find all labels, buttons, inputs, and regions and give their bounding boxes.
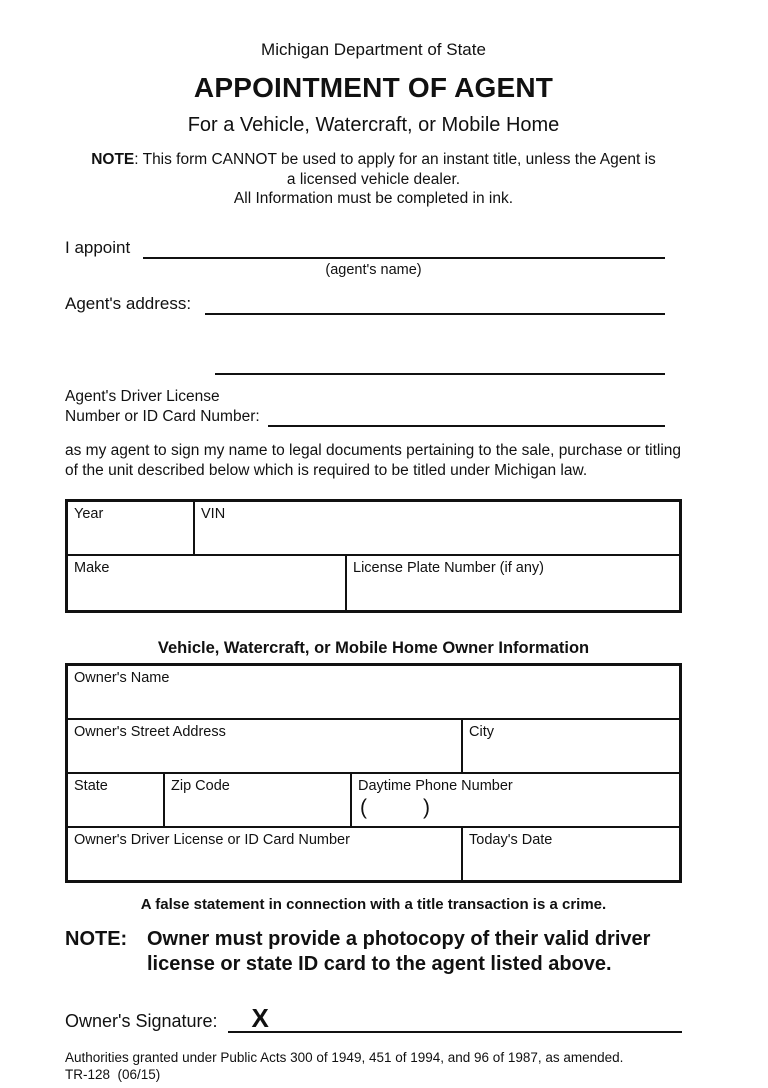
appoint-row	[65, 237, 682, 259]
owner-table-row-2	[68, 718, 679, 772]
owner-name-cell[interactable]	[68, 666, 679, 718]
owner-phone-cell[interactable]	[350, 774, 679, 826]
photocopy-note-label: NOTE:	[65, 927, 128, 950]
year-label: Year	[74, 505, 104, 522]
agent-dl-row	[65, 387, 682, 427]
agent-address-label: Agent's address:	[65, 293, 192, 313]
vehicle-table-row-2	[68, 554, 679, 610]
owner-table-row-4	[68, 826, 679, 880]
owner-state-cell[interactable]	[68, 774, 163, 826]
header-note-bold: NOTE	[91, 151, 135, 168]
false-statement-notice: A false statement in connection with a title transaction is a crime.	[140, 895, 607, 913]
agent-address-line-1[interactable]	[205, 293, 665, 315]
owner-name-label: Owner's Name	[74, 669, 170, 686]
todays-date-label: Today's Date	[469, 831, 553, 848]
signature-x-mark: X	[251, 1002, 269, 1033]
owner-table	[65, 663, 682, 883]
paren-open: (	[360, 795, 367, 819]
owner-state-label: State	[74, 777, 108, 794]
vehicle-table	[65, 499, 682, 613]
owner-phone-label: Daytime Phone Number	[358, 777, 513, 794]
make-label: Make	[74, 559, 110, 576]
form-footer	[65, 1049, 682, 1083]
header-note-line2: a licensed vehicle dealer.	[286, 170, 461, 188]
agent-name-line[interactable]	[143, 237, 665, 259]
photocopy-note	[65, 927, 682, 977]
owner-street-label: Owner's Street Address	[74, 723, 226, 740]
header-note-line1-rest: : This form CANNOT be used to apply for an instant title, unless the Agent is	[134, 151, 656, 168]
authorities-text: Authorities granted under Public Acts 300 of 1949, 451 of 1994, and 96 of 1987, as amended.	[65, 1049, 624, 1065]
header-note	[65, 150, 682, 209]
owner-dl-label: Owner's Driver License or ID Card Number	[74, 831, 350, 848]
agent-name-caption: (agent's name)	[325, 261, 422, 278]
vin-label: VIN	[201, 505, 226, 522]
form-title: APPOINTMENT OF AGENT	[193, 72, 554, 103]
photocopy-note-text	[147, 927, 650, 977]
owner-dl-cell[interactable]	[68, 828, 461, 880]
signature-line[interactable]	[228, 1002, 682, 1033]
department-title: Michigan Department of State	[261, 40, 486, 59]
photocopy-note-line1: Owner must provide a photocopy of their valid driver	[147, 927, 651, 950]
header-note-line1	[65, 150, 682, 170]
form-subtitle: For a Vehicle, Watercraft, or Mobile Home	[187, 114, 560, 136]
year-cell[interactable]	[68, 502, 193, 554]
vin-cell[interactable]	[193, 502, 679, 554]
agent-dl-label-line2: Number or ID Card Number:	[65, 407, 260, 425]
agent-dl-label-line1: Agent's Driver License	[65, 387, 220, 405]
agent-address-row	[65, 293, 682, 315]
appoint-label: I appoint	[65, 237, 131, 257]
photocopy-note-line2: license or state ID card to the agent listed above.	[147, 952, 612, 975]
owner-section-heading: Vehicle, Watercraft, or Mobile Home Owner Information	[157, 638, 590, 657]
vehicle-table-row-1	[68, 502, 679, 554]
plate-label: License Plate Number (if any)	[353, 559, 544, 576]
signature-label: Owner's Signature:	[65, 1010, 218, 1031]
phone-parens	[358, 796, 673, 820]
agent-dl-label	[65, 387, 260, 427]
form-number: TR-128 (06/15)	[65, 1066, 161, 1082]
todays-date-cell[interactable]	[461, 828, 679, 880]
owner-street-cell[interactable]	[68, 720, 461, 772]
owner-zip-cell[interactable]	[163, 774, 350, 826]
plate-cell[interactable]	[345, 556, 679, 610]
signature-row	[65, 1002, 682, 1033]
owner-city-label: City	[469, 723, 494, 740]
paren-close: )	[423, 795, 430, 819]
owner-table-row-1	[68, 666, 679, 718]
owner-city-cell[interactable]	[461, 720, 679, 772]
owner-zip-label: Zip Code	[171, 777, 230, 794]
owner-table-row-3	[68, 772, 679, 826]
agent-address-line-2[interactable]	[215, 359, 665, 375]
agent-dl-line[interactable]	[268, 409, 665, 427]
make-cell[interactable]	[68, 556, 345, 610]
form-header	[65, 40, 682, 209]
authorization-text: as my agent to sign my name to legal documents pertaining to the sale, purchase or titling of the unit described below which is required to be titled under Michigan law.	[65, 441, 682, 479]
header-note-line3: All Information must be completed in ink.	[233, 190, 514, 207]
